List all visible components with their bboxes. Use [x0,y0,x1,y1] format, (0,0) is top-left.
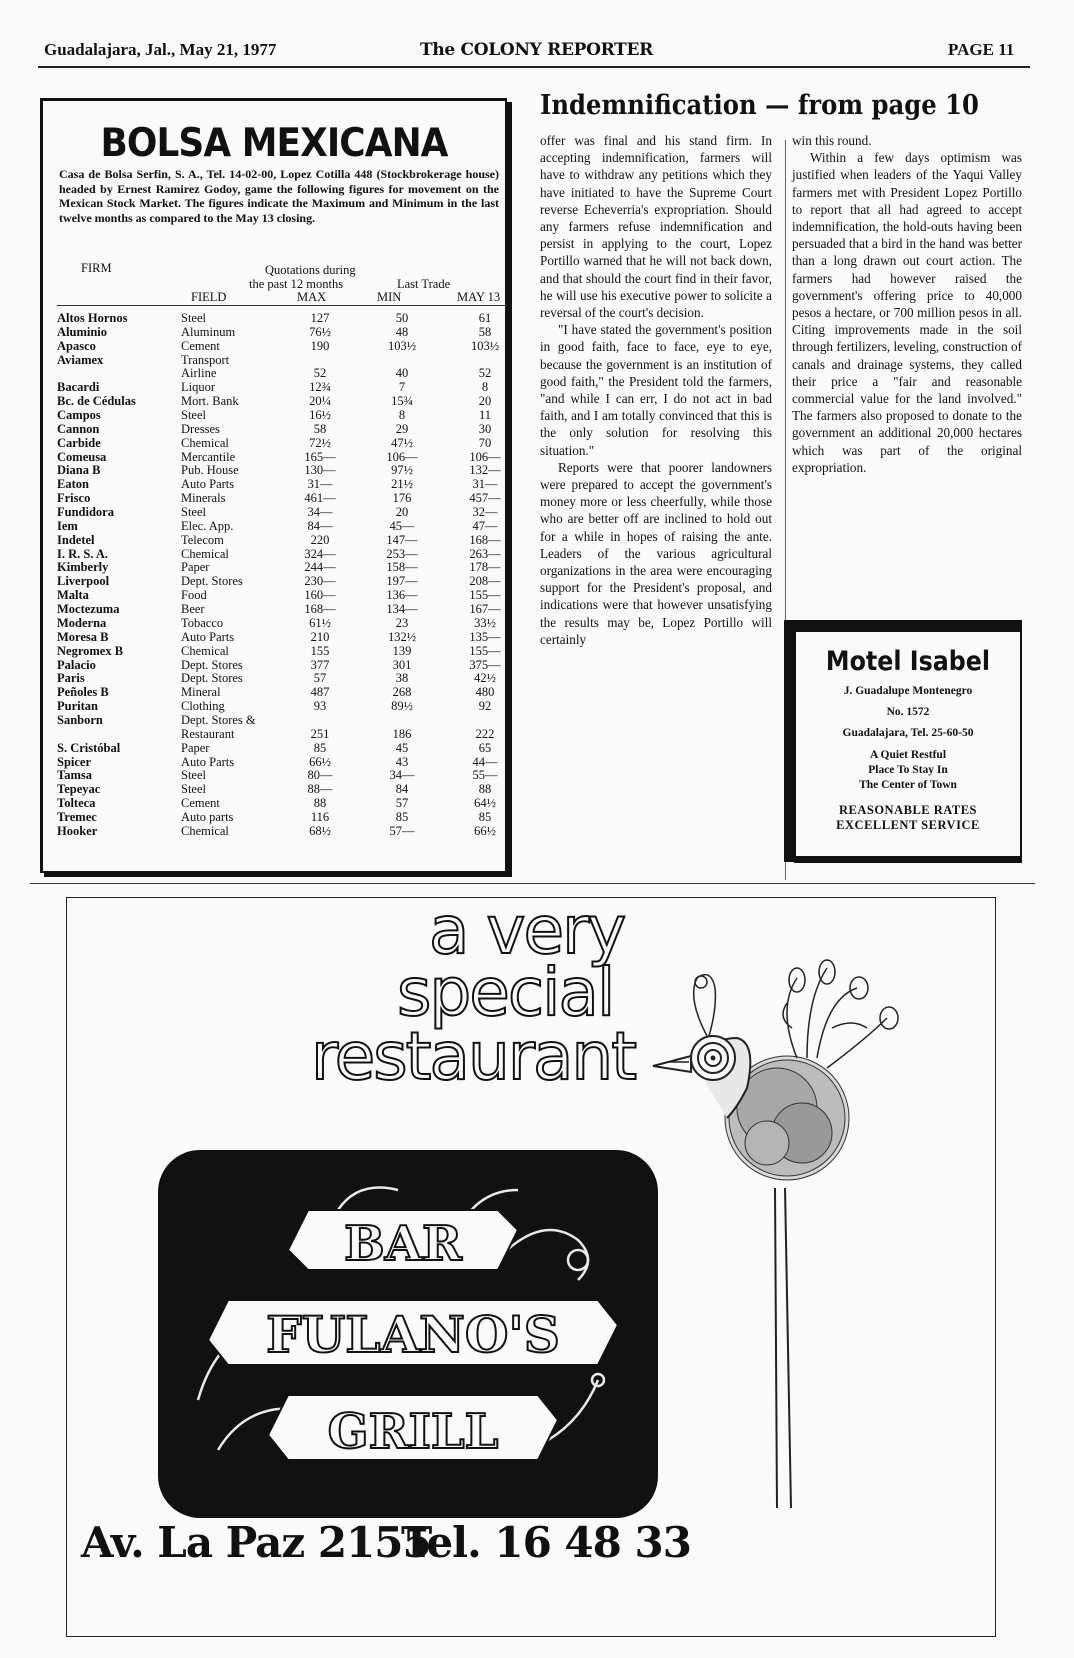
may13-cell: 135— [469,629,501,644]
firm-cell: Negromex B [57,643,124,658]
min-cell: 158— [386,560,418,575]
max-cell: 168— [304,602,336,617]
table-row [57,671,507,685]
logo-word-fulanos: FULANO'S [266,1305,560,1364]
field-cell: Food [181,588,207,603]
field-cell: Mineral [181,685,221,700]
max-cell: 210 [310,629,330,644]
min-cell: 8 [398,408,406,423]
min-cell: 40 [395,366,409,381]
min-cell: 38 [395,671,409,686]
min-cell: 29 [395,421,409,436]
field-cell: Auto parts [181,809,234,824]
restaurant-phone: Tel. 16 48 33 [401,1518,691,1567]
max-cell: 244— [304,560,336,575]
min-cell: 23 [395,615,409,630]
may13-cell: 44— [472,754,498,769]
field-cell: Steel [181,768,206,783]
motel-rates: REASONABLE RATES [838,803,977,817]
firm-cell: Apasco [57,338,96,353]
table-row [57,366,507,380]
field-cell: Mercantile [181,449,236,464]
field-cell: Cement [181,338,220,353]
table-row [57,450,507,464]
may13-cell: 85 [478,809,492,824]
header-past: the past 12 months [249,277,344,291]
firm-cell: Moderna [57,615,107,630]
field-cell: Airline [181,366,217,381]
max-cell: 61½ [309,615,331,630]
field-cell: Dept. Stores [181,657,243,672]
min-cell: 139 [392,643,412,658]
max-cell: 31— [307,477,333,492]
firm-cell: Altos Hornos [57,311,128,325]
may13-cell: 480 [475,685,495,700]
max-cell: 72½ [309,435,331,450]
table-row [57,463,507,477]
min-cell: 253— [386,546,418,561]
table-row [57,768,507,782]
table-row [57,311,507,325]
header-field: FIELD [191,290,227,304]
field-cell: Liquor [181,380,216,395]
max-cell: 12¾ [309,380,331,395]
table-row [57,380,507,394]
motel-number: No. 1572 [886,706,930,718]
field-cell: Tobacco [181,615,224,630]
logo-ornament [158,1150,658,1518]
firm-cell: Kimberly [57,560,109,575]
may13-cell: 70 [478,435,492,450]
bolsa-intro: Casa de Bolsa Serfin, S. A., Tel. 14-02-00, Lopez Cotilla 448 (Stockbrokerage house) headed by Ernest Ramirez Godoy, game the following figures for movement on the Mexican Stock Market. The figures indicate the Maximum and Minimum in the last twelve months as compared to the May 13 closing. [59,167,499,225]
may13-cell: 375— [469,657,501,672]
min-cell: 197— [386,574,418,589]
table-row [57,339,507,353]
max-cell: 377 [310,657,330,672]
max-cell: 16½ [309,408,331,423]
header-quotations: Quotations during [265,263,356,277]
table-row [57,574,507,588]
min-cell: 45— [389,518,415,533]
bolsa-box-shadow [44,873,512,877]
may13-cell: 66½ [474,823,496,838]
field-cell: Auto Parts [181,754,235,769]
max-cell: 251 [310,726,330,741]
firm-cell: Fundidora [57,505,114,520]
table-row [57,685,507,699]
min-cell: 147— [386,532,418,547]
min-cell: 134— [386,602,418,617]
firm-cell: S. Cristóbal [57,740,121,755]
field-cell: Auto Parts [181,477,235,492]
may13-cell: 92 [478,699,492,714]
article-column-2 [792,132,1022,476]
restaurant-logo [158,1150,658,1518]
firm-cell: Iem [57,518,78,533]
header-may13: MAY 13 [457,290,501,304]
min-cell: 268 [392,685,412,700]
may13-cell: 55— [472,768,498,783]
max-cell: 85 [313,740,327,755]
table-row [57,436,507,450]
max-cell: 190 [310,338,330,353]
table-row [57,394,507,408]
firm-cell: Bc. de Cédulas [57,394,136,409]
firm-cell: Spicer [57,754,92,769]
max-cell: 34— [307,505,333,520]
min-cell: 47½ [391,435,413,450]
firm-cell: Aviamex [57,352,104,367]
max-cell: 220 [310,532,330,547]
field-cell: Chemical [181,435,229,450]
firm-cell: Carbide [57,435,101,450]
may13-cell: 457— [469,491,501,506]
motel-service: EXCELLENT SERVICE [836,818,980,832]
ad-headline-line1: a very [429,892,625,969]
table-row [57,727,507,741]
firm-cell: Campos [57,408,101,423]
table-header-rule [57,305,505,306]
may13-cell: 263— [469,546,501,561]
max-cell: 324— [304,546,336,561]
paragraph: Within a few days optimism was justified when leaders of the Yaqui Valley farmers met with President Lopez Portillo to report that all had agreed to accept indemnification, the hold-outs having been persuaded that a bird in the hand was better than a long drawn out court action. The farmers had however raised the government's offering price to 40,000 pesos a hectare, or 700 million pesos in all. Citing improvements made in the soil through fertilizers, leveling, construction of canals and drainage systems, they called their price a "fair and reasonable commercial value for the land involved." The farmers also proposed to donate to the government an additional 20,000 hectares which was part of the original expropriation. [792,150,1022,475]
table-row [57,533,507,547]
table-row [57,741,507,755]
firm-cell: Bacardi [57,380,100,395]
table-row [57,658,507,672]
firm-cell: Diana B [57,463,101,478]
table-row [57,408,507,422]
paragraph: offer was final and his stand firm. In accepting indemnification, farmers will have to withdraw any petitions which they have initiated to have the Supreme Court reverse Echeverria's expropriation. Should any farmers refuse indemnification and persist in applying to the court, Lopez Portillo warned that he will not back down, and that should the court find in their favor, he will use his executive power to solicite a reversal of the court's decision. [540,133,772,321]
firm-cell: Frisco [57,491,91,506]
min-cell: 176 [392,491,412,506]
paragraph: "I have stated the government's position in good faith, face to face, eye to eye, because the government is an institution of good faith," the President told the farmers, "and while I can err, I do not act in bad faith, and I am totally convinced that this is the only solution for resolving this situation." [540,322,772,458]
table-row [57,713,507,727]
min-cell: 89½ [391,699,413,714]
table-row [57,699,507,713]
min-cell: 48 [395,324,409,339]
table-row [57,796,507,810]
field-cell: Restaurant [181,726,235,741]
max-cell: 68½ [309,823,331,838]
motel-street: J. Guadalupe Montenegro [843,685,973,697]
field-cell: Transport [181,352,230,367]
restaurant-address: Av. La Paz 2155 [81,1518,431,1567]
max-cell: 20¼ [309,394,331,409]
ad-headline-line2: special [397,954,614,1031]
dateline: Guadalajara, Jal., May 21, 1977 [44,40,277,59]
motel-name: Motel Isabel [825,646,991,677]
motel-isabel-ad [794,630,1022,858]
max-cell: 461— [304,491,336,506]
field-cell: Steel [181,782,206,797]
firm-cell: Palacio [57,657,96,672]
peacock-illustration [627,958,927,1518]
min-cell: 7 [398,380,406,395]
firm-cell: Indetel [57,532,95,547]
logo-word-grill: GRILL [327,1404,499,1460]
table-row [57,588,507,602]
firm-cell: Sanborn [57,712,103,727]
firm-cell: Hooker [57,823,98,838]
min-cell: 43 [395,754,409,769]
table-row [57,560,507,574]
firm-cell: Tremec [57,809,97,824]
table-row [57,491,507,505]
field-cell: Clothing [181,699,225,714]
may13-cell: 58 [478,324,492,339]
min-cell: 20 [395,505,409,520]
field-cell: Dept. Stores [181,671,243,686]
may13-cell: 178— [469,560,501,575]
section-rule [30,883,1035,884]
min-cell: 85 [395,809,409,824]
may13-cell: 20 [478,394,492,409]
max-cell: 160— [304,588,336,603]
field-cell: Minerals [181,491,226,506]
table-row [57,755,507,769]
min-cell: 103½ [387,338,417,353]
firm-cell: Cannon [57,421,100,436]
field-cell: Chemical [181,643,229,658]
max-cell: 165— [304,449,336,464]
may13-cell: 42½ [474,671,496,686]
motel-slogan: The Center of Town [859,779,957,791]
may13-cell: 132— [469,463,501,478]
field-cell: Telecom [181,532,224,547]
motel-city-tel: Guadalajara, Tel. 25-60-50 [842,727,974,739]
field-cell: Mort. Bank [181,394,239,409]
max-cell: 80— [307,768,333,783]
firm-cell: Peñoles B [57,685,109,700]
max-cell: 116 [310,809,330,824]
may13-cell: 52 [478,366,492,381]
firm-cell: Tamsa [57,768,92,783]
max-cell: 487 [310,685,330,700]
min-cell: 45 [395,740,409,755]
field-cell: Steel [181,311,206,325]
table-row [57,616,507,630]
field-cell: Pub. House [181,463,239,478]
table-row [57,644,507,658]
may13-cell: 31— [472,477,498,492]
page-number: PAGE 11 [948,40,1015,59]
field-cell: Paper [181,560,210,575]
min-cell: 136— [386,588,418,603]
bolsa-mexicana-box [40,98,507,873]
max-cell: 57 [313,671,327,686]
max-cell: 230— [304,574,336,589]
header-firm: FIRM [81,261,112,275]
may13-cell: 222 [475,726,495,741]
bolsa-title: BOLSA MEXICANA [100,121,448,166]
firm-cell: Aluminio [57,324,108,339]
article-column-1 [540,132,772,648]
field-cell: Steel [181,505,206,520]
may13-cell: 11 [478,408,492,423]
may13-cell: 65 [478,740,492,755]
max-cell: 84— [307,518,333,533]
table-row [57,630,507,644]
table-row [57,824,507,838]
min-cell: 186 [392,726,412,741]
max-cell: 93 [313,699,327,714]
min-cell: 15¾ [391,394,413,409]
firm-cell: Malta [57,588,89,603]
may13-cell: 47— [472,518,498,533]
may13-cell: 33½ [474,615,496,630]
field-cell: Beer [181,602,205,617]
min-cell: 97½ [391,463,413,478]
motel-slogan: A Quiet Restful [869,749,947,761]
may13-cell: 106— [469,449,501,464]
min-cell: 132½ [387,629,417,644]
paper-name: The COLONY REPORTER [420,40,653,60]
firm-cell: Eaton [57,477,89,492]
table-row [57,353,507,367]
firm-cell: Comeusa [57,449,107,464]
min-cell: 301 [392,657,412,672]
field-cell: Cement [181,796,220,811]
firm-cell: Tolteca [57,796,96,811]
min-cell: 84 [395,782,409,797]
firm-cell: Moresa B [57,629,109,644]
may13-cell: 155— [469,588,501,603]
field-cell: Dept. Stores [181,574,243,589]
may13-cell: 32— [472,505,498,520]
table-row [57,505,507,519]
field-cell: Dresses [181,421,220,436]
table-row [57,519,507,533]
max-cell: 52 [313,366,327,381]
motel-slogan: Place To Stay In [868,764,948,776]
firm-cell: Puritan [57,699,98,714]
header-min: MIN [377,290,402,304]
table-row [57,325,507,339]
min-cell: 50 [395,311,409,325]
min-cell: 21½ [391,477,413,492]
max-cell: 130— [304,463,336,478]
paragraph: win this round. [792,133,872,148]
firm-cell: Paris [57,671,85,686]
table-row [57,810,507,824]
min-cell: 106— [386,449,418,464]
header-last-trade: Last Trade [397,277,451,291]
max-cell: 88 [313,796,327,811]
firm-cell: Liverpool [57,574,110,589]
may13-cell: 30 [478,421,492,436]
may13-cell: 61 [478,311,492,325]
may13-cell: 8 [481,380,489,395]
field-cell: Aluminum [181,324,236,339]
field-cell: Steel [181,408,206,423]
max-cell: 76½ [309,324,331,339]
table-row [57,477,507,491]
firm-cell: Tepeyac [57,782,101,797]
max-cell: 58 [313,421,327,436]
field-cell: Chemical [181,823,229,838]
field-cell: Auto Parts [181,629,235,644]
firm-cell: Moctezuma [57,602,120,617]
field-cell: Elec. App. [181,518,234,533]
article-title: Indemnification — from page 10 [540,90,979,121]
header-max: MAX [297,290,327,304]
may13-cell: 64½ [474,796,496,811]
table-row [57,547,507,561]
may13-cell: 208— [469,574,501,589]
paragraph: Reports were that poorer landowners were prepared to accept the government's money more or less cheerfully, while those who are better off are inclined to hold out for a while in hopes of raising the ante. Leaders of the various agricultural organizations in the area were encouraging support for the President's proposal, and indications were that however unsatisfying the results may be, Lopez Portillo will certainly [540,459,772,647]
may13-cell: 88 [478,782,492,797]
min-cell: 34— [389,768,415,783]
max-cell: 127 [310,311,330,325]
min-cell: 57— [389,823,415,838]
ad-headline-line3: restaurant [311,1018,636,1095]
min-cell: 57 [395,796,409,811]
may13-cell: 155— [469,643,501,658]
table-row [57,602,507,616]
motel-ad-shadow [784,620,794,862]
may13-cell: 168— [469,532,501,547]
table-row [57,422,507,436]
firm-cell: I. R. S. A. [57,546,109,561]
may13-cell: 167— [469,602,501,617]
table-row [57,782,507,796]
field-cell: Chemical [181,546,229,561]
max-cell: 88— [307,782,333,797]
may13-cell: 103½ [470,338,500,353]
masthead-rule [38,66,1030,68]
logo-word-bar: BAR [344,1216,462,1272]
max-cell: 66½ [309,754,331,769]
motel-ad-shadow [784,620,1022,630]
max-cell: 155 [310,643,330,658]
field-cell: Paper [181,740,210,755]
field-cell: Dept. Stores & [181,712,256,727]
motel-ad-bottom-bar [794,858,1022,863]
